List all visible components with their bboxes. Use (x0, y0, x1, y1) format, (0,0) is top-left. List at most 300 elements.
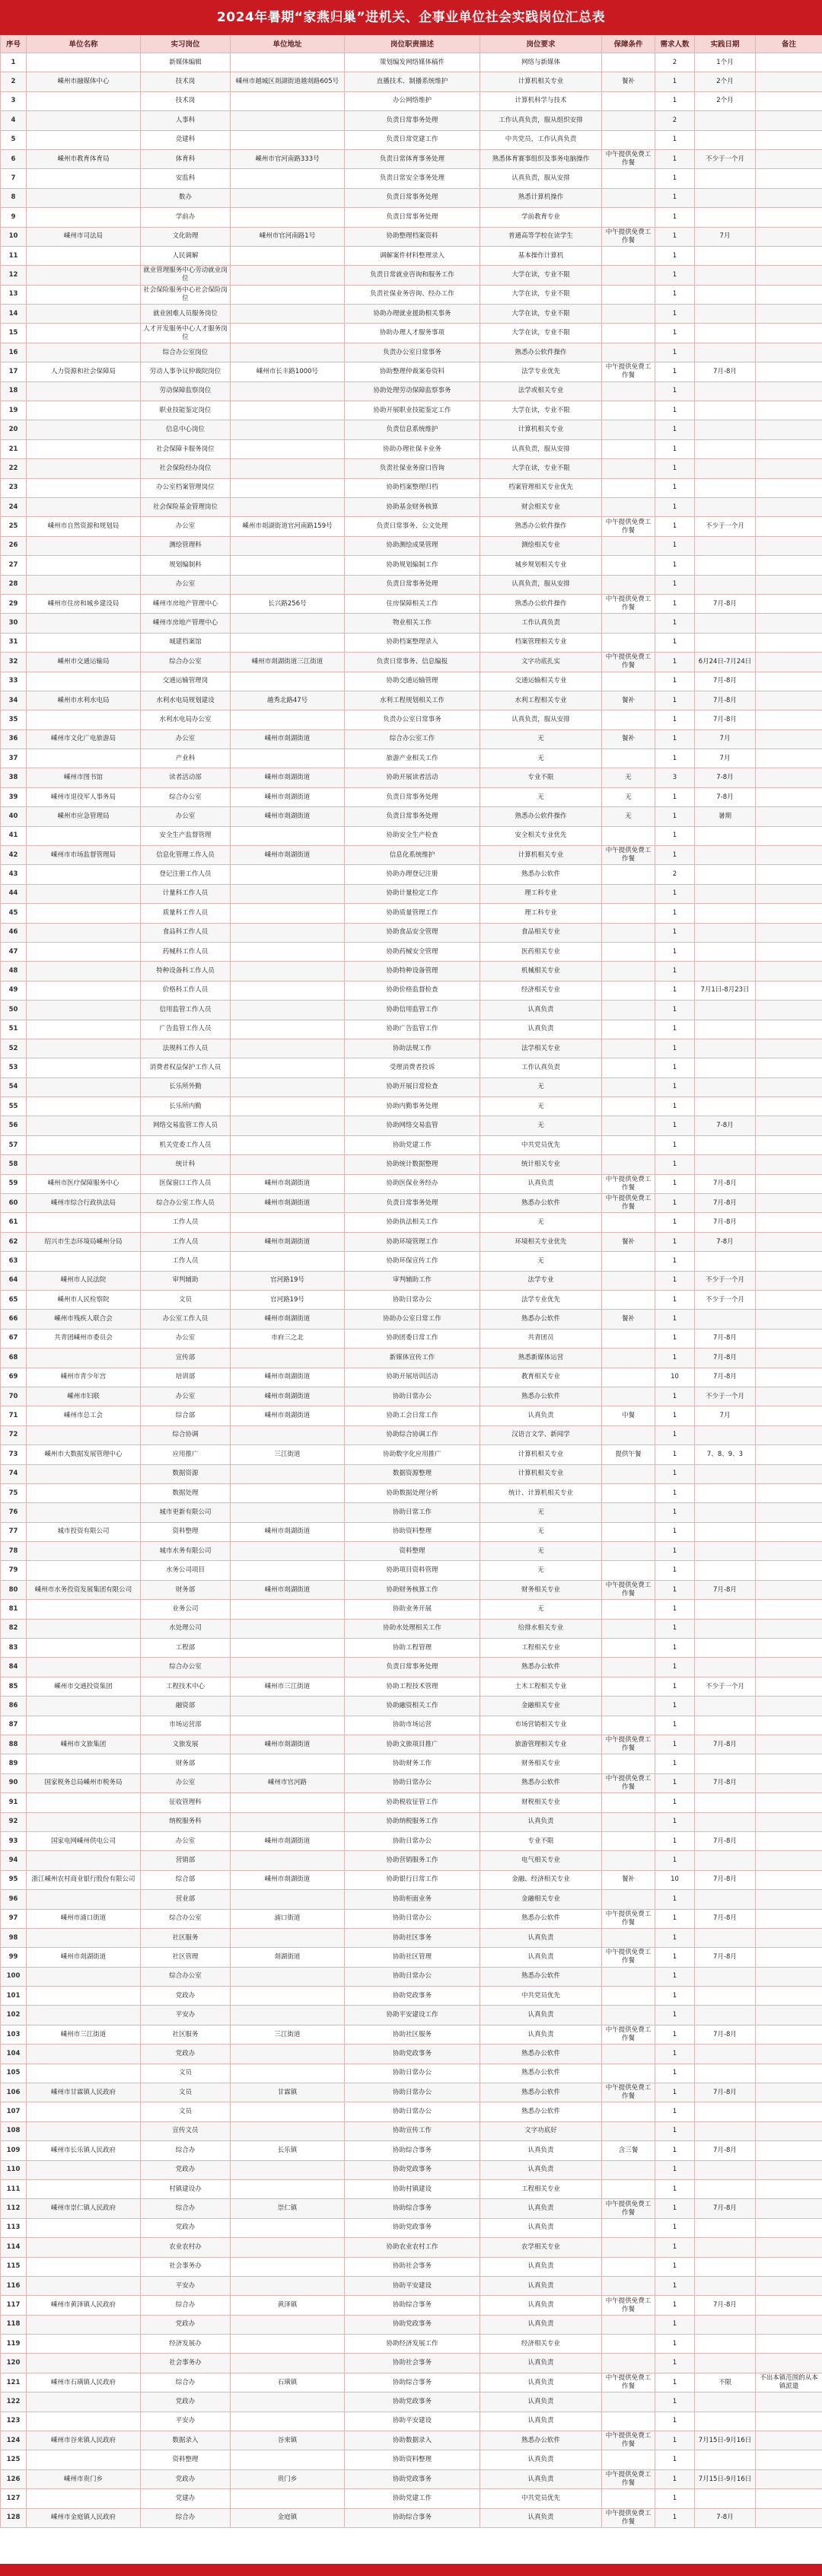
remark-cell (756, 1812, 822, 1831)
address-cell (231, 1812, 345, 1831)
date-cell: 7、8、9、3 (695, 1445, 756, 1464)
seq-cell: 94 (1, 1851, 27, 1870)
position-cell: 办公室 (141, 1329, 231, 1348)
duty-cell: 调解案件材料整理录入 (345, 246, 480, 265)
unit-cell: 嵊州市长乐镇人民政府 (27, 2141, 141, 2160)
requirement-cell: 食品相关专业 (480, 923, 602, 942)
date-cell (695, 2315, 756, 2334)
remark-cell (756, 2276, 822, 2295)
date-cell: 7月1日-8月23日 (695, 981, 756, 1000)
remark-cell (756, 1639, 822, 1658)
address-cell (231, 91, 345, 110)
table-row (1, 2121, 822, 2140)
unit-cell: 嵊州市自然资源和规划局 (27, 517, 141, 536)
seq-cell: 15 (1, 324, 27, 343)
benefit-cell: 中午提供免费工作餐 (602, 2025, 655, 2044)
unit-cell (27, 1464, 141, 1483)
date-cell (695, 865, 756, 884)
position-cell: 综合部 (141, 1406, 231, 1425)
address-cell (231, 884, 345, 903)
remark-cell (756, 362, 822, 381)
date-cell (695, 2102, 756, 2121)
table-row (1, 1483, 822, 1502)
count-cell: 1 (655, 1928, 695, 1947)
seq-cell: 24 (1, 497, 27, 516)
remark-cell (756, 575, 822, 594)
count-cell: 1 (655, 459, 695, 478)
unit-cell (27, 1155, 141, 1174)
seq-cell: 68 (1, 1349, 27, 1368)
table-row (1, 1503, 822, 1522)
table-row (1, 846, 822, 865)
duty-cell: 协助安全生产检查 (345, 826, 480, 845)
date-cell: 7月-8月 (695, 1909, 756, 1928)
unit-cell (27, 865, 141, 884)
seq-cell: 27 (1, 556, 27, 575)
seq-cell: 44 (1, 884, 27, 903)
table-row (1, 2373, 822, 2392)
duty-cell: 负责日常事务处理 (345, 807, 480, 826)
unit-cell (27, 710, 141, 729)
remark-cell (756, 2508, 822, 2527)
seq-cell: 71 (1, 1406, 27, 1425)
position-cell: 登记注册工作人员 (141, 865, 231, 884)
unit-cell (27, 2179, 141, 2198)
count-cell: 1 (655, 2335, 695, 2354)
date-cell (695, 1600, 756, 1619)
duty-cell: 负责日常事务处理 (345, 111, 480, 130)
table-body (1, 53, 822, 2528)
position-cell: 嵊州市房地产管理中心 (141, 594, 231, 613)
address-cell: 嵊州市剡湖街道 (231, 1735, 345, 1754)
count-cell: 1 (655, 1773, 695, 1792)
seq-cell: 1 (1, 53, 27, 72)
requirement-cell: 工作认真负责 (480, 614, 602, 633)
seq-cell: 9 (1, 208, 27, 227)
address-cell: 长乐镇 (231, 2141, 345, 2160)
address-cell (231, 1639, 345, 1658)
seq-cell: 20 (1, 420, 27, 439)
count-cell: 1 (655, 807, 695, 826)
position-cell: 办公室 (141, 807, 231, 826)
duty-cell: 负责办公室日常事务 (345, 343, 480, 362)
seq-cell: 83 (1, 1639, 27, 1658)
requirement-cell: 共青团员 (480, 1329, 602, 1348)
count-cell: 1 (655, 653, 695, 672)
count-cell: 1 (655, 1561, 695, 1580)
unit-cell (27, 305, 141, 324)
position-cell: 党政办 (141, 2469, 231, 2488)
position-cell: 应用推广 (141, 1445, 231, 1464)
duty-cell: 负责日常事务处理 (345, 787, 480, 806)
seq-cell: 92 (1, 1812, 27, 1831)
remark-cell (756, 72, 822, 91)
count-cell: 1 (655, 1967, 695, 1986)
seq-cell: 105 (1, 2064, 27, 2083)
remark-cell (756, 2469, 822, 2488)
count-cell: 1 (655, 749, 695, 768)
table-row (1, 324, 822, 343)
position-cell: 平安办 (141, 2276, 231, 2295)
duty-cell: 负责日常安全事务处理 (345, 169, 480, 188)
requirement-cell: 工程相关专业 (480, 2179, 602, 2198)
duty-cell: 协助水处理相关工作 (345, 1619, 480, 1638)
count-cell: 1 (655, 1716, 695, 1735)
benefit-cell (602, 2335, 655, 2354)
duty-cell: 协助税收征管工作 (345, 1793, 480, 1812)
benefit-cell (602, 1639, 655, 1658)
remark-cell (756, 169, 822, 188)
benefit-cell (602, 1020, 655, 1039)
date-cell (695, 1639, 756, 1658)
seq-cell: 81 (1, 1600, 27, 1619)
position-cell: 质量科工作人员 (141, 904, 231, 923)
position-cell: 劳动人事争议仲裁院岗位 (141, 362, 231, 381)
address-cell (231, 1425, 345, 1444)
table-row (1, 633, 822, 652)
date-cell (695, 2335, 756, 2354)
date-cell (695, 1812, 756, 1831)
count-cell: 1 (655, 1155, 695, 1174)
duty-cell: 负责日常就业咨询和服务工作 (345, 266, 480, 285)
date-cell (695, 633, 756, 652)
unit-cell: 嵊州市人民检察院 (27, 1291, 141, 1310)
benefit-cell (602, 1483, 655, 1502)
remark-cell (756, 2450, 822, 2469)
seq-cell: 123 (1, 2412, 27, 2431)
duty-cell: 协助档案整理录入 (345, 633, 480, 652)
address-cell: 黄泽镇 (231, 2296, 345, 2315)
benefit-cell: 中午提供免费工作餐 (602, 1948, 655, 1967)
count-cell: 1 (655, 497, 695, 516)
table-row (1, 710, 822, 729)
address-cell (231, 1619, 345, 1638)
remark-cell (756, 556, 822, 575)
benefit-cell (602, 1831, 655, 1850)
count-cell: 1 (655, 1349, 695, 1368)
table-row (1, 1561, 822, 1580)
count-cell: 1 (655, 130, 695, 149)
requirement-cell: 汉语言文学、新闻学 (480, 1425, 602, 1444)
address-cell (231, 1890, 345, 1909)
duty-cell: 协助村镇建设 (345, 2179, 480, 2198)
benefit-cell (602, 401, 655, 420)
table-row (1, 749, 822, 768)
address-cell: 剡湖街道 (231, 1948, 345, 1967)
position-cell: 药械科工作人员 (141, 942, 231, 961)
address-cell: 嵊州市剡湖街道官河南路159号 (231, 517, 345, 536)
unit-cell (27, 1812, 141, 1831)
duty-cell: 协助日常办公 (345, 1773, 480, 1792)
benefit-cell (602, 305, 655, 324)
address-cell (231, 575, 345, 594)
benefit-cell (602, 2489, 655, 2508)
requirement-cell: 经济相关专业 (480, 981, 602, 1000)
unit-cell (27, 1058, 141, 1077)
table-row (1, 2025, 822, 2044)
remark-cell (756, 749, 822, 768)
seq-cell: 50 (1, 1001, 27, 1020)
position-cell: 综合协调 (141, 1425, 231, 1444)
address-cell: 越秀北路47号 (231, 691, 345, 710)
requirement-cell: 认真负责 (480, 2257, 602, 2276)
table-row (1, 1831, 822, 1850)
position-cell: 党政办 (141, 2218, 231, 2237)
position-cell: 数据录入 (141, 2431, 231, 2450)
requirement-cell: 认真负责 (480, 2218, 602, 2237)
position-cell: 计量科工作人员 (141, 884, 231, 903)
date-cell (695, 1077, 756, 1096)
seq-cell: 95 (1, 1870, 27, 1889)
seq-cell: 76 (1, 1503, 27, 1522)
position-cell: 征收管理科 (141, 1793, 231, 1812)
unit-cell: 嵊州市文旅集团 (27, 1735, 141, 1754)
unit-cell (27, 2160, 141, 2179)
requirement-cell: 理工科专业 (480, 884, 602, 903)
count-cell: 1 (655, 575, 695, 594)
table-row (1, 1194, 822, 1213)
seq-cell: 108 (1, 2121, 27, 2140)
remark-cell (756, 2315, 822, 2334)
address-cell (231, 1058, 345, 1077)
remark-cell (756, 1677, 822, 1696)
seq-cell: 38 (1, 768, 27, 787)
duty-cell: 协助党政事务 (345, 1987, 480, 2006)
requirement-cell: 认真负责 (480, 1001, 602, 1020)
position-cell: 学前办 (141, 208, 231, 227)
address-cell: 嵊州市剡湖街道 (231, 807, 345, 826)
address-cell: 嵊州市剡湖街道 (231, 846, 345, 865)
address-cell (231, 497, 345, 516)
remark-cell (756, 1580, 822, 1599)
requirement-cell: 无 (480, 787, 602, 806)
count-cell: 1 (655, 1987, 695, 2006)
count-cell: 1 (655, 884, 695, 903)
unit-cell (27, 2006, 141, 2025)
remark-cell (756, 517, 822, 536)
address-cell (231, 672, 345, 691)
address-cell (231, 2489, 345, 2508)
footer-bar (0, 2564, 822, 2576)
duty-cell: 协助日常办公 (345, 1909, 480, 1928)
table-row (1, 266, 822, 285)
date-cell (695, 575, 756, 594)
table-row (1, 227, 822, 246)
benefit-cell: 中午提供免费工作餐 (602, 2431, 655, 2450)
position-cell: 测绘管理科 (141, 536, 231, 555)
seq-cell: 104 (1, 2045, 27, 2064)
requirement-cell: 教育相关专业 (480, 1368, 602, 1387)
position-cell: 综合办公室 (141, 1658, 231, 1677)
seq-cell: 90 (1, 1773, 27, 1792)
seq-cell: 82 (1, 1619, 27, 1638)
duty-cell: 数据资源整理 (345, 1464, 480, 1483)
position-cell: 文员 (141, 2064, 231, 2083)
table-row (1, 1639, 822, 1658)
column-header: 保障条件 (602, 36, 655, 53)
duty-cell: 协助社会事务 (345, 2257, 480, 2276)
remark-cell (756, 2141, 822, 2160)
table-row (1, 942, 822, 961)
count-cell: 1 (655, 1658, 695, 1677)
requirement-cell: 经济相关专业 (480, 2335, 602, 2354)
table-row (1, 2412, 822, 2431)
date-cell: 7月-8月 (695, 1174, 756, 1193)
seq-cell: 58 (1, 1155, 27, 1174)
unit-cell: 嵊州市崇仁镇人民政府 (27, 2199, 141, 2218)
seq-cell: 30 (1, 614, 27, 633)
duty-cell: 物业相关工作 (345, 614, 480, 633)
address-cell (231, 2315, 345, 2334)
duty-cell: 协助价格监督检查 (345, 981, 480, 1000)
duty-cell: 协助党政事务 (345, 2469, 480, 2488)
requirement-cell: 计算机科学与技术 (480, 91, 602, 110)
position-cell: 安监科 (141, 169, 231, 188)
table-row (1, 1174, 822, 1193)
position-cell: 综合办 (141, 2199, 231, 2218)
address-cell (231, 1561, 345, 1580)
unit-cell (27, 1754, 141, 1773)
address-cell: 嵊州市剡湖街道三江街道 (231, 653, 345, 672)
table-row (1, 1077, 822, 1096)
remark-cell (756, 1194, 822, 1213)
table-row (1, 2045, 822, 2064)
count-cell: 1 (655, 962, 695, 981)
column-header: 岗位要求 (480, 36, 602, 53)
unit-cell (27, 1349, 141, 1368)
count-cell: 1 (655, 1639, 695, 1658)
benefit-cell (602, 2238, 655, 2257)
date-cell (695, 2450, 756, 2469)
duty-cell: 协助社区事务 (345, 1928, 480, 1947)
table-row (1, 420, 822, 439)
position-cell: 综合办公室工作人员 (141, 1194, 231, 1213)
date-cell: 7月-8月 (695, 1580, 756, 1599)
benefit-cell (602, 1600, 655, 1619)
address-cell (231, 2257, 345, 2276)
unit-cell (27, 1001, 141, 1020)
position-cell: 社区管理 (141, 1948, 231, 1967)
unit-cell (27, 2489, 141, 2508)
count-cell: 1 (655, 1387, 695, 1406)
table-row (1, 962, 822, 981)
benefit-cell: 餐补 (602, 72, 655, 91)
date-cell (695, 1483, 756, 1502)
count-cell: 1 (655, 1271, 695, 1290)
duty-cell: 水利工程规划相关工作 (345, 691, 480, 710)
seq-cell: 29 (1, 594, 27, 613)
date-cell (695, 2257, 756, 2276)
table-row (1, 1406, 822, 1425)
count-cell: 1 (655, 729, 695, 749)
date-cell (695, 439, 756, 458)
remark-cell (756, 1368, 822, 1387)
address-cell (231, 285, 345, 304)
date-cell (695, 1890, 756, 1909)
table-row (1, 1967, 822, 1986)
unit-cell (27, 1077, 141, 1096)
table-row (1, 653, 822, 672)
benefit-cell (602, 2276, 655, 2295)
requirement-cell: 无 (480, 1542, 602, 1561)
address-cell: 嵊州市剡湖街道 (231, 1174, 345, 1193)
duty-cell: 协助党政事务 (345, 2160, 480, 2179)
benefit-cell (602, 2102, 655, 2121)
unit-cell (27, 826, 141, 845)
remark-cell (756, 2412, 822, 2431)
requirement-cell: 认真负责 (480, 2296, 602, 2315)
benefit-cell: 含三餐 (602, 2141, 655, 2160)
requirement-cell: 认真负责 (480, 2199, 602, 2218)
requirement-cell: 无 (480, 1252, 602, 1271)
date-cell (695, 1542, 756, 1561)
table-row (1, 1870, 822, 1889)
position-cell: 办公室 (141, 729, 231, 749)
date-cell: 2个月 (695, 91, 756, 110)
address-cell: 贵门乡 (231, 2469, 345, 2488)
address-cell (231, 1542, 345, 1561)
requirement-cell: 熟悉办公软件 (480, 1967, 602, 1986)
duty-cell: 协助综合事务 (345, 2141, 480, 2160)
table-row (1, 2102, 822, 2121)
requirement-cell: 熟悉办公软件 (480, 2102, 602, 2121)
address-cell: 三江街道 (231, 2025, 345, 2044)
benefit-cell (602, 1677, 655, 1696)
date-cell: 7月-8月 (695, 594, 756, 613)
position-cell: 价格科工作人员 (141, 981, 231, 1000)
column-header: 实习岗位 (141, 36, 231, 53)
address-cell (231, 343, 345, 362)
seq-cell: 124 (1, 2431, 27, 2450)
seq-cell: 43 (1, 865, 27, 884)
requirement-cell: 计算机相关专业 (480, 420, 602, 439)
table-row (1, 246, 822, 265)
count-cell: 1 (655, 846, 695, 865)
requirement-cell: 认真负责 (480, 2508, 602, 2527)
requirement-cell: 认真负责 (480, 2469, 602, 2488)
requirement-cell: 认真负责 (480, 2025, 602, 2044)
unit-cell (27, 497, 141, 516)
duty-cell: 协助综合事务 (345, 2199, 480, 2218)
duty-cell: 协助日常办公 (345, 2064, 480, 2083)
remark-cell (756, 2354, 822, 2373)
benefit-cell (602, 1464, 655, 1483)
duty-cell: 协助执法相关工作 (345, 1213, 480, 1232)
address-cell (231, 111, 345, 130)
unit-cell (27, 633, 141, 652)
seq-cell: 107 (1, 2102, 27, 2121)
position-cell: 综合办公室 (141, 1909, 231, 1928)
requirement-cell: 认真负责 (480, 1928, 602, 1947)
requirement-cell: 统计相关专业 (480, 1155, 602, 1174)
duty-cell: 协助办理社保卡业务 (345, 439, 480, 458)
benefit-cell: 无 (602, 807, 655, 826)
table-row (1, 807, 822, 826)
position-cell: 宣传文员 (141, 2121, 231, 2140)
address-cell (231, 401, 345, 420)
count-cell: 1 (655, 691, 695, 710)
address-cell: 石璜镇 (231, 2373, 345, 2392)
benefit-cell (602, 1697, 655, 1716)
benefit-cell (602, 865, 655, 884)
duty-cell: 协助医保业务经办 (345, 1174, 480, 1193)
requirement-cell: 无 (480, 1503, 602, 1522)
remark-cell (756, 2335, 822, 2354)
unit-cell: 嵊州市人民法院 (27, 1271, 141, 1290)
position-cell: 文旅发展 (141, 1735, 231, 1754)
duty-cell: 策划编发网络媒体稿件 (345, 53, 480, 72)
date-cell: 7月-8月 (695, 2083, 756, 2102)
